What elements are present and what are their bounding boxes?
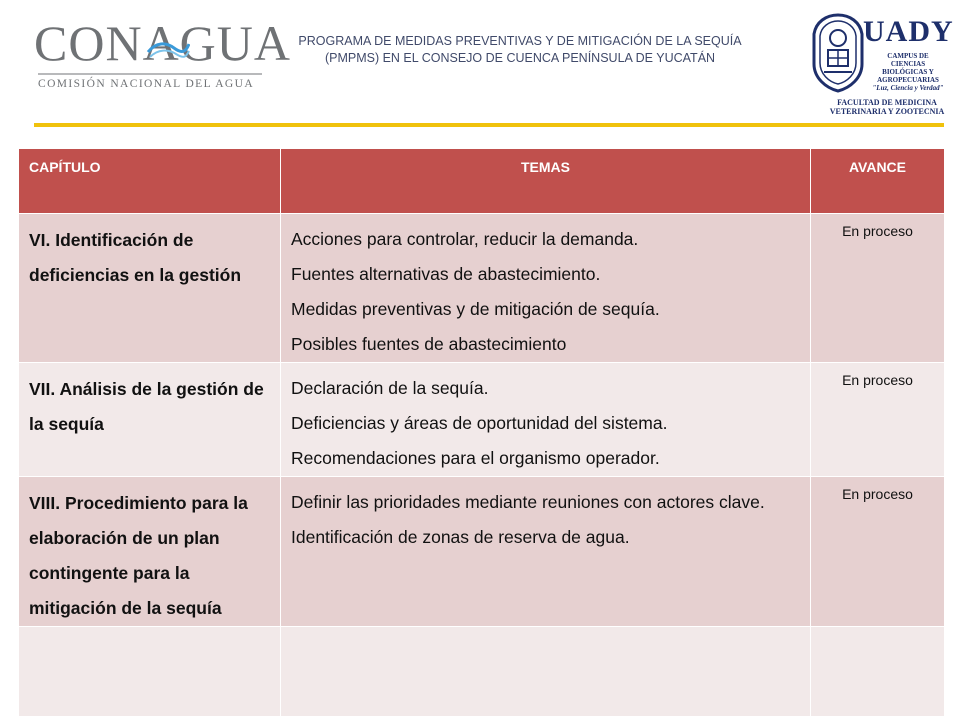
column-header-temas: TEMAS [281,149,811,214]
conagua-logo [34,15,291,90]
water-wave-icon [146,38,190,60]
topic-item: Fuentes alternativas de abastecimiento. [291,264,601,284]
program-title-line2: (PMPMS) EN EL CONSEJO DE CUENCA PENÍNSULA DE YUCATÁN [324,51,716,65]
table-header-row [19,149,945,214]
topics-cell [281,363,811,477]
empty-cell [281,627,811,717]
conagua-subtitle: COMISIÓN NACIONAL DEL AGUA [38,78,255,90]
topic-item: Definir las prioridades mediante reuniones con actores clave. [291,492,765,512]
table-row [19,214,945,363]
topic-item: Medidas preventivas y de mitigación de sequía. [291,299,660,319]
chapter-cell: VI. Identificación de deficiencias en la gestión [19,214,281,363]
topics-cell [281,477,811,627]
program-title-line1: PROGRAMA DE MEDIDAS PREVENTIVAS Y DE MITIGACIÓN DE LA SEQUÍA [298,34,742,48]
program-title [280,33,760,67]
uady-campus-text [866,52,950,92]
chapter-cell: VII. Análisis de la gestión de la sequía [19,363,281,477]
uady-logo [810,12,954,122]
topics-cell [281,214,811,363]
table-row-empty [19,627,945,717]
topic-item: Deficiencias y áreas de oportunidad del sistema. [291,413,668,433]
progress-cell: En proceso [811,477,945,627]
uady-faculty-line: VETERINARIA Y ZOOTECNIA [829,107,945,116]
uady-seal-icon [810,12,866,94]
uady-campus-line: CAMPUS DE [887,52,929,60]
progress-cell: En proceso [811,214,945,363]
chapter-cell: VIII. Procedimiento para la elaboración de un plan contingente para la mitigación de la sequía [19,477,281,627]
uady-campus-line: AGROPECUARIAS [877,76,939,84]
topic-item: Declaración de la sequía. [291,378,489,398]
topic-item: Posibles fuentes de abastecimiento [291,334,567,354]
uady-faculty-line: FACULTAD DE MEDICINA [837,98,937,107]
uady-campus-line: CIENCIAS [890,60,926,68]
topic-item: Acciones para controlar, reducir la demanda. [291,229,639,249]
progress-cell: En proceso [811,363,945,477]
progress-table [18,148,945,717]
column-header-capitulo: CAPÍTULO [19,149,281,214]
column-header-avance: AVANCE [811,149,945,214]
table-row [19,363,945,477]
uady-motto: "Luz, Ciencia y Verdad" [872,84,944,92]
header-divider [34,123,944,127]
uady-faculty [824,98,950,116]
uady-campus-line: BIOLÓGICAS Y [882,68,934,76]
table-row [19,477,945,627]
uady-wordmark: UADY [863,15,954,48]
conagua-divider [38,73,262,75]
topic-item: Recomendaciones para el organismo operador. [291,448,660,468]
topic-item: Identificación de zonas de reserva de agua. [291,527,630,547]
empty-cell [811,627,945,717]
empty-cell [19,627,281,717]
conagua-wordmark: CONAGUA [34,15,291,71]
